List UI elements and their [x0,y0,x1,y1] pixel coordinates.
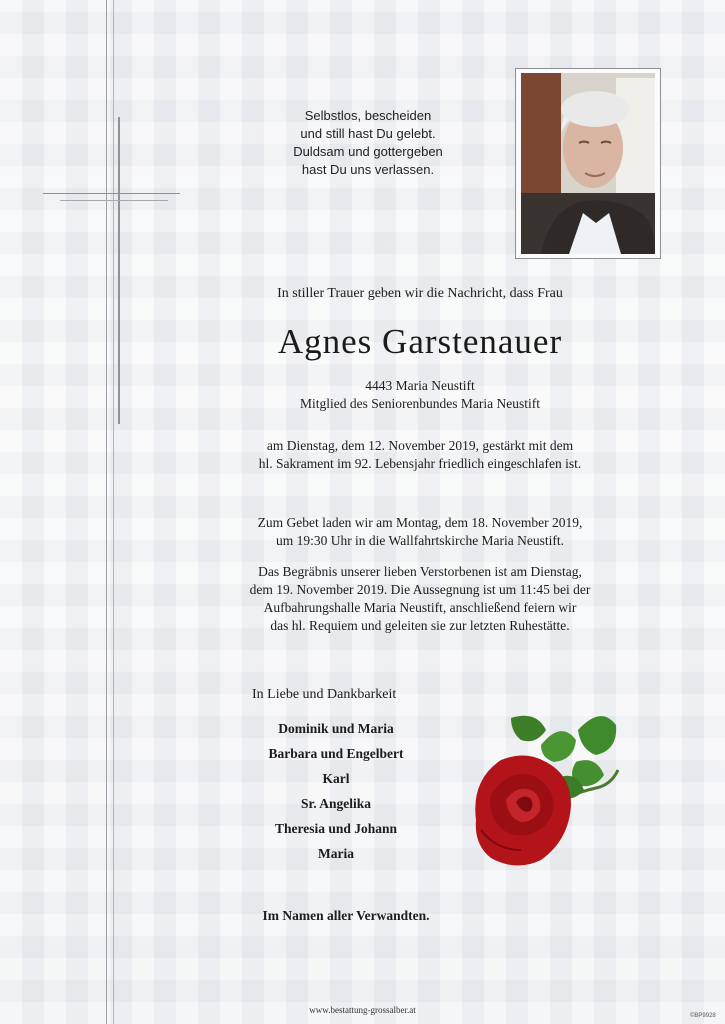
family-member: Karl [322,771,350,786]
paragraph-line: Aufbahrungshalle Maria Neustift, anschließend feiern wir [263,600,577,615]
poem-line: Selbstlos, bescheiden [304,108,432,123]
family-member: Sr. Angelika [300,796,372,811]
family-member: Dominik und Maria [278,721,394,736]
prayer-paragraph [120,514,720,550]
portrait-frame [515,68,661,259]
footer-url: www.bestattung-grossalber.at [309,1005,416,1015]
family-list [236,716,436,866]
paragraph-line: dem 19. November 2019. Die Aussegnung ist um 11:45 bei der [249,582,591,597]
border-rule [113,0,114,1024]
family-member: Barbara und Engelbert [268,746,404,761]
family-member: Theresia und Johann [274,821,398,836]
deceased-address: 4443 Maria Neustift [365,378,475,393]
poem-line: hast Du uns verlassen. [301,162,435,177]
paragraph-line: am Dienstag, dem 12. November 2019, gestärkt mit dem [266,438,574,453]
deceased-name: Agnes Garstenauer [277,322,563,361]
paragraph-line: Zum Gebet laden wir am Montag, dem 18. November 2019, [257,515,583,530]
paragraph-line: Das Begräbnis unserer lieben Verstorbenen ist am Dienstag, [258,564,582,579]
paragraph-line: hl. Sakrament im 92. Lebensjahr friedlich eingeschlafen ist. [258,456,582,471]
poem-line: Duldsam und gottergeben [293,144,443,159]
family-member: Maria [318,846,354,861]
death-paragraph [120,437,720,473]
intro-text: In stiller Trauer geben wir die Nachricht, dass Frau [277,286,563,301]
paragraph-line: das hl. Requiem und geleiten sie zur letzten Ruhestätte. [270,618,570,633]
deceased-info [120,377,720,413]
signoff-text: Im Namen aller Verwandten. [262,908,430,923]
paragraph-line: um 19:30 Uhr in die Wallfahrtskirche Maria Neustift. [275,533,565,548]
rose-icon [466,700,626,875]
funeral-paragraph [120,563,720,635]
deceased-membership: Mitglied des Seniorenbundes Maria Neustift [300,396,540,411]
closing-text: In Liebe und Dankbarkeit [252,687,397,702]
reference-code: ©BP9928 [690,1013,716,1019]
border-rule [106,0,107,1024]
poem-line: und still hast Du gelebt. [300,126,436,141]
poem [268,107,468,179]
portrait-photo [521,73,655,254]
